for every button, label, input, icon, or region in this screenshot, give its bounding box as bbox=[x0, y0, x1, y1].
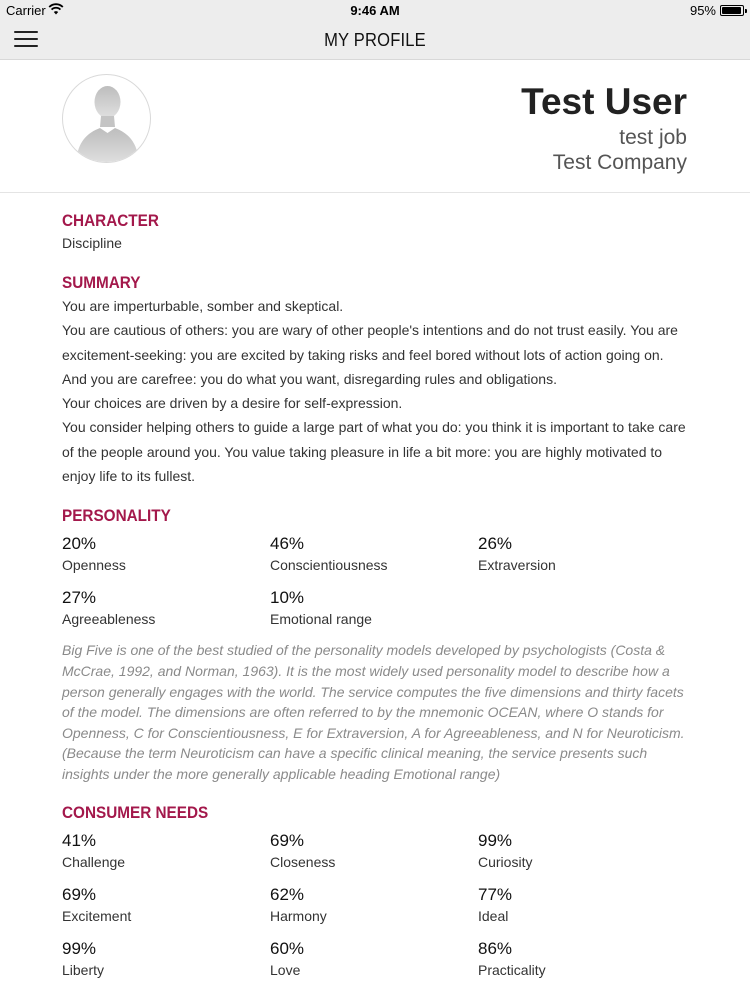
need-percentage: 60% bbox=[270, 938, 305, 958]
trait-percentage: 27% bbox=[62, 588, 97, 608]
trait-label: Agreeableness bbox=[62, 611, 156, 628]
consumer-needs bbox=[62, 831, 692, 980]
need-percentage: 41% bbox=[62, 830, 97, 850]
need-love bbox=[270, 939, 478, 980]
need-label: Harmony bbox=[270, 907, 327, 924]
trait-label: Conscientiousness bbox=[270, 557, 388, 574]
navigation-bar bbox=[0, 20, 750, 60]
user-silhouette-icon bbox=[63, 75, 151, 163]
trait-agreeableness bbox=[62, 588, 270, 629]
character-heading: CHARACTER bbox=[62, 211, 159, 230]
summary-heading: SUMMARY bbox=[62, 273, 141, 292]
need-label: Curiosity bbox=[478, 853, 533, 870]
clock: 9:46 AM bbox=[350, 3, 400, 18]
need-label: Excitement bbox=[62, 907, 132, 924]
need-practicality bbox=[478, 939, 686, 980]
need-percentage: 69% bbox=[270, 830, 305, 850]
need-label: Closeness bbox=[270, 853, 336, 870]
summary-paragraph: You are imperturbable, somber and skeptical. bbox=[62, 298, 344, 314]
battery-percentage: 95% bbox=[689, 3, 716, 18]
need-label: Practicality bbox=[478, 961, 546, 978]
trait-conscientiousness bbox=[270, 534, 478, 575]
user-job-title: test job bbox=[619, 126, 687, 149]
need-percentage: 99% bbox=[62, 938, 97, 958]
trait-label: Emotional range bbox=[270, 611, 372, 628]
need-label: Liberty bbox=[62, 961, 105, 978]
summary-paragraph: You are cautious of others: you are wary of other people's intentions and do not trust easily. You are excitement-seeking: you are excited by taking risks and feel bored without lots of action going on. bbox=[62, 322, 678, 363]
need-challenge bbox=[62, 831, 270, 872]
need-harmony bbox=[270, 885, 478, 926]
need-percentage: 86% bbox=[478, 938, 513, 958]
battery-nub bbox=[745, 9, 747, 13]
need-percentage: 77% bbox=[478, 884, 513, 904]
page-title: MY PROFILE bbox=[324, 30, 426, 50]
need-percentage: 99% bbox=[478, 830, 513, 850]
personality-traits bbox=[62, 534, 692, 629]
trait-label: Extraversion bbox=[478, 557, 556, 574]
need-curiosity bbox=[478, 831, 686, 872]
big-five-description: Big Five is one of the best studied of the personality models developed by psychologists (Costa & McCrae, 1992, and Norman, 1963). It is the most widely used personality model to describe how a person generally engages with the world. The service computes the five dimensions and thirty facets of the model. The dimensions are often referred to by the mnemonic OCEAN, where O stands for Openness, C for Conscientiousness, E for Extraversion, A for Agreeableness, and N for Neuroticism. (Because the term Neuroticism can have a specific clinical meaning, the service presents such insights under the more generally applicable heading Emotional range) bbox=[62, 642, 685, 782]
need-percentage: 62% bbox=[270, 884, 305, 904]
summary-paragraph: Your choices are driven by a desire for self-expression. bbox=[62, 395, 403, 412]
trait-percentage: 20% bbox=[62, 534, 97, 554]
personality-heading: PERSONALITY bbox=[62, 506, 171, 526]
status-bar bbox=[0, 0, 750, 20]
trait-percentage: 46% bbox=[270, 534, 305, 554]
need-excitement bbox=[62, 885, 270, 926]
trait-label: Openness bbox=[62, 557, 126, 574]
battery-icon bbox=[720, 5, 744, 16]
summary-text bbox=[62, 294, 692, 488]
need-ideal bbox=[478, 885, 686, 926]
need-liberty bbox=[62, 939, 270, 980]
character-value: Discipline bbox=[62, 235, 122, 251]
summary-paragraph: And you are carefree: you do what you want, disregarding rules and obligations. bbox=[62, 370, 557, 387]
consumer-needs-heading: CONSUMER NEEDS bbox=[62, 802, 209, 822]
need-percentage: 69% bbox=[62, 884, 97, 904]
user-name: Test User bbox=[521, 81, 687, 122]
need-label: Love bbox=[270, 961, 301, 978]
need-closeness bbox=[270, 831, 478, 872]
trait-percentage: 10% bbox=[270, 588, 305, 608]
avatar bbox=[62, 74, 151, 163]
trait-percentage: 26% bbox=[478, 534, 513, 554]
trait-openness bbox=[62, 534, 270, 575]
trait-extraversion bbox=[478, 534, 686, 575]
profile-content bbox=[62, 211, 692, 980]
user-company: Test Company bbox=[552, 151, 687, 174]
need-label: Challenge bbox=[62, 853, 126, 870]
trait-emotional-range bbox=[270, 588, 478, 629]
battery-fill bbox=[722, 7, 741, 14]
need-label: Ideal bbox=[478, 907, 509, 924]
profile-header bbox=[0, 61, 750, 193]
carrier-label: Carrier bbox=[6, 3, 46, 18]
summary-paragraph: You consider helping others to guide a large part of what you do: you think it is important to take care of the people around you. You value taking pleasure in life a bit more: you are highly motivated to enjoy life to its fullest. bbox=[62, 419, 686, 485]
